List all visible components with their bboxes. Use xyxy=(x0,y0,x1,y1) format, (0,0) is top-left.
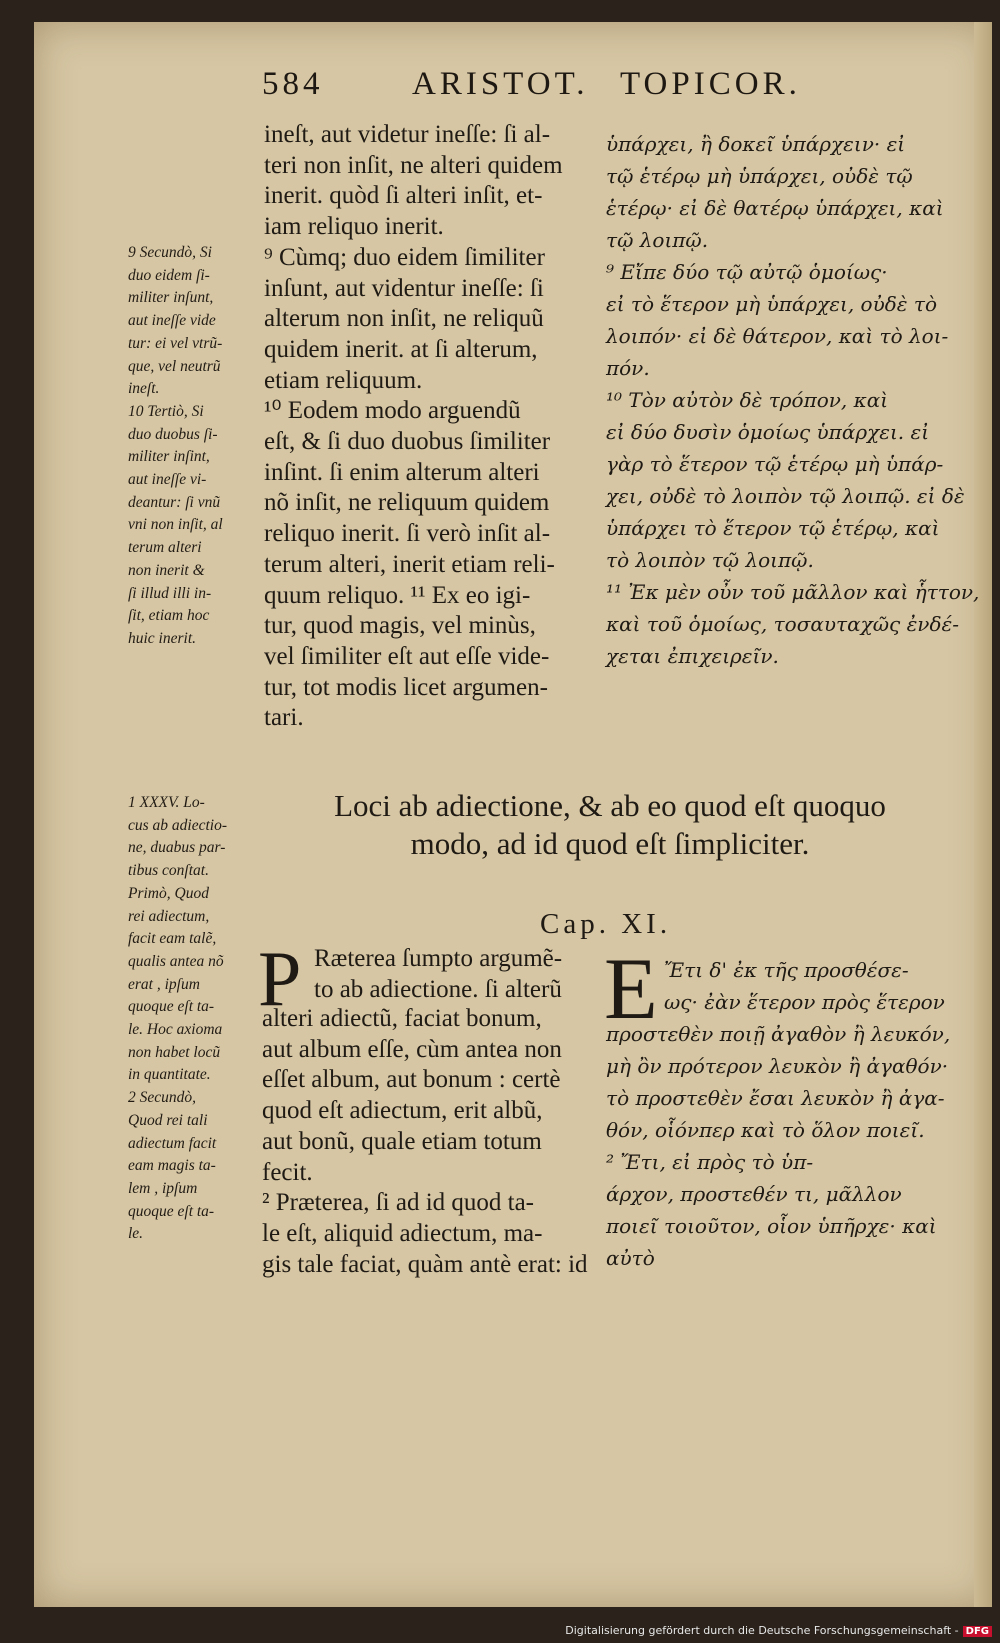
margin-note-line: 9 Secundò, Si xyxy=(128,244,212,261)
margin-note-line: militer inſint, xyxy=(128,448,210,466)
greek-line: ὑπάρχει, ἢ δοκεῖ ὑπάρχειν· εἰ xyxy=(606,132,906,156)
margin-note-line: adiectum facit xyxy=(128,1134,217,1152)
greek-line: μὴ ὂν πρότερον λευκὸν ἢ ἀγαθόν· xyxy=(606,1054,949,1078)
margin-note-line: militer inſunt, xyxy=(128,289,214,307)
greek-line: ⁹ Εἴπε δύο τῷ αὐτῷ ὁμοίως· xyxy=(606,260,888,284)
latin-line: terum alteri, inerit etiam reli- xyxy=(264,550,555,578)
section-title-line: Loci ab adiectione, & ab eo quod eſt quoquo xyxy=(334,788,886,823)
latin-line: aut bonũ, quale etiam totum xyxy=(262,1127,542,1155)
margin-note-line: non inerit & xyxy=(128,561,205,579)
greek-line: ¹¹ Ἐκ μὲν οὖν τοῦ μᾶλλον καὶ ἧττον, xyxy=(606,580,980,604)
latin-line: quum reliquo. ¹¹ Ex eo igi- xyxy=(264,581,531,609)
greek-column-bottom-first xyxy=(664,954,945,1018)
latin-line: ⁹ Cùmq; duo eidem ſimiliter xyxy=(264,243,545,271)
latin-line: to ab adiectione. ſi alterũ xyxy=(314,975,562,1003)
greek-column-top xyxy=(606,128,979,672)
margin-note-line: lem , ipſum xyxy=(128,1179,198,1197)
latin-line: vel ſimiliter eſt aut eſſe vide- xyxy=(264,642,550,670)
latin-line: eſt, & ſi duo duobus ſimiliter xyxy=(264,428,551,456)
margin-note-line: 1 XXXV. Lo- xyxy=(128,794,205,811)
greek-line: αὐτὸ xyxy=(606,1246,655,1270)
dfg-logo: DFG xyxy=(963,1626,992,1637)
margin-notes-top xyxy=(128,242,223,651)
latin-column-bottom xyxy=(262,1004,588,1280)
latin-line: eſſet album, aut bonum : certè xyxy=(262,1066,561,1094)
latin-line: inerit. quòd ſi alteri inſit, et- xyxy=(264,182,543,210)
margin-note-line: terum alteri xyxy=(128,539,202,557)
latin-line: Ræterea ſumpto argumẽ- xyxy=(314,945,563,972)
latin-line: ² Præterea, ſi ad id quod ta- xyxy=(262,1189,535,1217)
drop-cap-greek: E xyxy=(604,941,658,1038)
margin-note-line: aut ineſſe vi- xyxy=(128,471,207,489)
latin-line: fecit. xyxy=(262,1158,313,1186)
latin-line: gis tale faciat, quàm antè erat: id xyxy=(262,1250,588,1278)
running-title-left: ARISTOT. xyxy=(412,66,589,102)
greek-line: θόν, οἷόνπερ καὶ τὸ ὅλον ποιεῖ. xyxy=(606,1118,925,1142)
margin-note-line: ne, duabus par- xyxy=(128,839,226,857)
drop-cap-latin: P xyxy=(258,935,302,1022)
latin-line: inſunt, aut videntur ineſſe: ſi xyxy=(264,274,544,302)
margin-note-line: 10 Tertiò, Si xyxy=(128,402,204,420)
greek-line: ὑπάρχει τὸ ἕτερον τῷ ἑτέρῳ, καὶ xyxy=(606,516,940,540)
margin-note-line: non habet locũ xyxy=(128,1043,221,1061)
page-number: 584 xyxy=(262,66,324,102)
latin-line: le eſt, aliquid adiectum, ma- xyxy=(262,1219,543,1247)
margin-note-line: tur: ei vel vtrũ- xyxy=(128,334,223,352)
greek-line: τῷ λοιπῷ. xyxy=(606,228,709,252)
latin-line: aut album eſſe, cùm antea non xyxy=(262,1035,562,1063)
footer-text: Digitalisierung gefördert durch die Deutsche Forschungsgemeinschaft - xyxy=(565,1624,959,1637)
greek-line: λοιπόν· εἰ δὲ θάτερον, καὶ τὸ λοι- xyxy=(606,324,949,348)
latin-line: teri non inſit, ne alteri quidem xyxy=(264,151,563,179)
margin-note-line: quoque eſt ta- xyxy=(128,1202,215,1220)
margin-note-line: ſit, etiam hoc xyxy=(128,607,210,625)
greek-line: τὸ προστεθὲν ἔσαι λευκὸν ἢ ἀγα- xyxy=(606,1086,945,1110)
greek-line: ¹⁰ Τὸν αὐτὸν δὲ τρόπον, καὶ xyxy=(606,388,889,412)
greek-line: Ἔτι δ' ἐκ τῆς προσθέσε- xyxy=(664,958,909,982)
margin-note-line: Quod rei tali xyxy=(128,1111,208,1129)
margin-note-line: duo duobus ſi- xyxy=(128,425,218,443)
margin-note-line: huic inerit. xyxy=(128,629,197,647)
margin-note-line: cus ab adiectio- xyxy=(128,816,228,834)
margin-note-line: le. Hoc axioma xyxy=(128,1021,223,1039)
margin-note-line: duo eidem ſi- xyxy=(128,266,210,284)
latin-line: inſint. ſi enim alterum alteri xyxy=(264,458,540,486)
section-title xyxy=(265,787,955,863)
latin-line: ineſt, aut videtur ineſſe: ſi al- xyxy=(264,121,551,148)
margin-notes-bottom xyxy=(128,792,227,1246)
latin-line: iam reliquo inerit. xyxy=(264,213,444,241)
margin-note-line: deantur: ſi vnũ xyxy=(128,493,221,511)
latin-line: quod eſt adiectum, erit albũ, xyxy=(262,1097,543,1125)
greek-line: εἰ τὸ ἕτερον μὴ ὑπάρχει, οὐδὲ τὸ xyxy=(606,292,937,316)
latin-line: etiam reliquum. xyxy=(264,366,423,394)
greek-column-bottom xyxy=(606,1018,950,1274)
margin-note-line: quoque eſt ta- xyxy=(128,998,215,1016)
latin-line: tur, tot modis licet argumen- xyxy=(264,673,548,701)
latin-line: reliquo inerit. ſi verò inſit al- xyxy=(264,520,551,548)
latin-line: alteri adiectũ, faciat bonum, xyxy=(262,1005,542,1032)
margin-note-line: vni non inſit, al xyxy=(128,516,223,534)
latin-line: nõ inſit, ne reliquum quidem xyxy=(264,489,550,517)
greek-line: προστεθὲν ποιῇ ἀγαθὸν ἢ λευκόν, xyxy=(606,1022,951,1046)
latin-line: quidem inerit. at ſi alterum, xyxy=(264,335,538,363)
margin-note-line: 2 Secundò, xyxy=(128,1089,197,1107)
digitization-footer xyxy=(565,1624,992,1637)
greek-line: εἰ δύο δυσὶν ὁμοίως ὑπάρχει. εἰ xyxy=(606,420,930,444)
latin-line: tur, quod magis, vel minùs, xyxy=(264,612,536,640)
greek-line: πόν. xyxy=(606,356,650,380)
margin-note-line: facit eam talẽ, xyxy=(128,930,217,948)
margin-note-line: que, vel neutrũ xyxy=(128,357,221,375)
latin-line: alterum non inſit, ne reliquũ xyxy=(264,305,544,333)
margin-note-line: erat , ipſum xyxy=(128,975,200,993)
chapter-heading: Cap. XI. xyxy=(540,908,672,940)
latin-line: tari. xyxy=(264,704,304,732)
margin-note-line: qualis antea nõ xyxy=(128,952,224,970)
margin-note-line: ineſt. xyxy=(128,380,160,398)
margin-note-line: rei adiectum, xyxy=(128,907,210,925)
greek-line: άρχον, προστεθέν τι, μᾶλλον xyxy=(606,1182,902,1206)
greek-line: τὸ λοιπὸν τῷ λοιπῷ. xyxy=(606,548,814,572)
greek-line: ² Ἔτι, εἰ πρὸς τὸ ὑπ- xyxy=(606,1150,814,1174)
latin-line: ¹⁰ Eodem modo arguendũ xyxy=(264,397,521,425)
latin-column-top xyxy=(264,120,563,734)
margin-note-line: in quantitate. xyxy=(128,1066,211,1084)
greek-line: καὶ τοῦ ὁμοίως, τοσαυταχῶς ἐνδέ- xyxy=(606,612,959,636)
greek-line: χει, οὐδὲ τὸ λοιπὸν τῷ λοιπῷ. εἰ δὲ xyxy=(606,484,965,508)
greek-line: χεται ἐπιχειρεῖν. xyxy=(606,644,779,668)
latin-column-bottom-first xyxy=(314,944,562,1005)
running-header xyxy=(232,66,932,106)
margin-note-line: ſi illud illi in- xyxy=(128,584,212,602)
margin-note-line: le. xyxy=(128,1225,144,1243)
greek-line: γὰρ τὸ ἕτερον τῷ ἑτέρῳ μὴ ὑπάρ- xyxy=(606,452,944,476)
margin-note-line: Primò, Quod xyxy=(128,884,209,902)
margin-note-line: eam magis ta- xyxy=(128,1157,216,1175)
section-title-line: modo, ad id quod eſt ſimpliciter. xyxy=(410,826,810,861)
greek-line: ἑτέρῳ· εἰ δὲ θατέρῳ ὑπάρχει, καὶ xyxy=(606,196,944,220)
greek-line: ποιεῖ τοιοῦτον, οἷον ὑπῆρχε· καὶ xyxy=(606,1214,937,1238)
running-title-right: TOPICOR. xyxy=(620,66,801,102)
greek-line: ως· ἐὰν ἕτερον πρὸς ἕτερον xyxy=(664,990,945,1014)
margin-note-line: tibus conſtat. xyxy=(128,862,209,880)
margin-note-line: aut ineſſe vide xyxy=(128,312,216,330)
greek-line: τῷ ἑτέρῳ μὴ ὑπάρχει, οὐδὲ τῷ xyxy=(606,164,913,188)
